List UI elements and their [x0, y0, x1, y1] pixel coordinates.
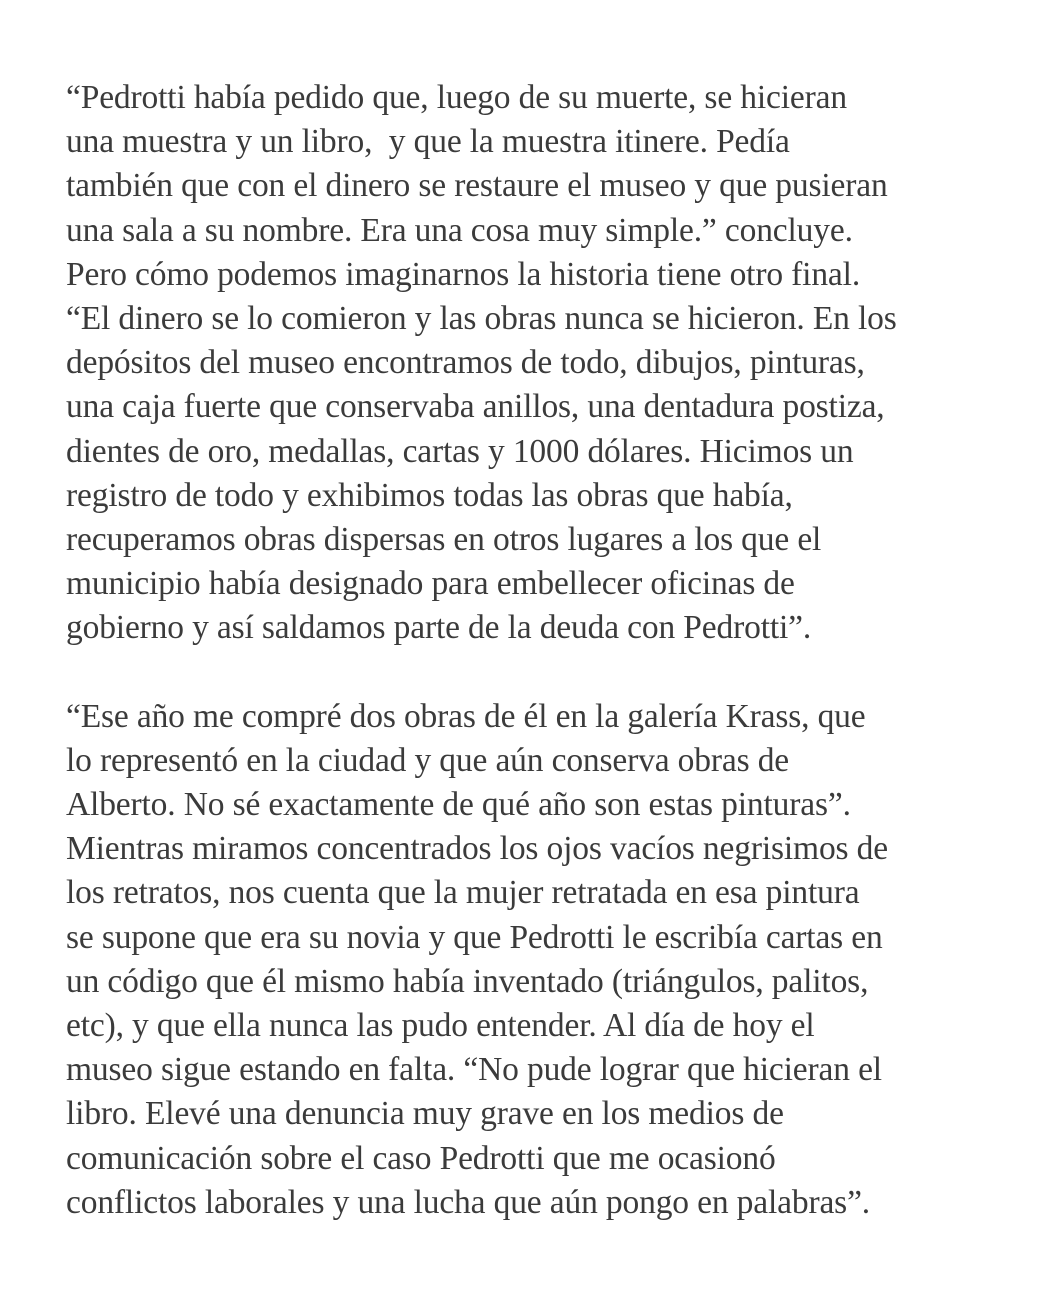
- text-line: “El dinero se lo comieron y las obras nunca se hicieron. En los: [66, 300, 897, 338]
- text-line: conflictos laborales y una lucha que aún pongo en palabras”.: [66, 1183, 871, 1221]
- text-line: una sala a su nombre. Era una cosa muy simple.” concluye.: [66, 211, 853, 249]
- paragraph-1: [66, 76, 1006, 651]
- text-line: dientes de oro, medallas, cartas y 1000 dólares. Hicimos un: [66, 432, 854, 470]
- text-line: museo sigue estando en falta. “No pude lograr que hicieran el: [66, 1051, 882, 1089]
- text-line: depósitos del museo encontramos de todo, dibujos, pinturas,: [66, 344, 865, 382]
- text-line: Pero cómo podemos imaginarnos la historia tiene otro final.: [66, 255, 861, 293]
- text-line: “Pedrotti había pedido que, luego de su muerte, se hicieran: [66, 79, 847, 116]
- text-line: gobierno y así saldamos parte de la deuda con Pedrotti”.: [66, 609, 812, 647]
- text-line: una caja fuerte que conservaba anillos, una dentadura postiza,: [66, 388, 885, 426]
- text-line: una muestra y un libro, y que la muestra itinere. Pedía: [66, 123, 790, 161]
- text-line: Mientras miramos concentrados los ojos vacíos negrisimos de: [66, 830, 888, 868]
- text-line: un código que él mismo había inventado (triángulos, palitos,: [66, 962, 869, 1000]
- text-line: lo representó en la ciudad y que aún conserva obras de: [66, 741, 790, 779]
- text-line: recuperamos obras dispersas en otros lugares a los que el: [66, 521, 822, 559]
- text-line: comunicación sobre el caso Pedrotti que me ocasionó: [66, 1139, 776, 1177]
- text-line: registro de todo y exhibimos todas las obras que había,: [66, 476, 793, 514]
- article-body: [66, 76, 1006, 1225]
- text-line: libro. Elevé una denuncia muy grave en los medios de: [66, 1095, 784, 1133]
- text-line: Alberto. No sé exactamente de qué año son estas pinturas”.: [66, 786, 851, 824]
- text-line: los retratos, nos cuenta que la mujer retratada en esa pintura: [66, 874, 860, 912]
- text-line: también que con el dinero se restaure el museo y que pusieran: [66, 167, 888, 205]
- paragraph-2: [66, 695, 1006, 1225]
- text-line: se supone que era su novia y que Pedrotti le escribía cartas en: [66, 918, 883, 956]
- text-line: municipio había designado para embellecer oficinas de: [66, 565, 795, 603]
- text-line: etc), y que ella nunca las pudo entender. Al día de hoy el: [66, 1007, 815, 1045]
- text-line: “Ese año me compré dos obras de él en la galería Krass, que: [66, 697, 866, 735]
